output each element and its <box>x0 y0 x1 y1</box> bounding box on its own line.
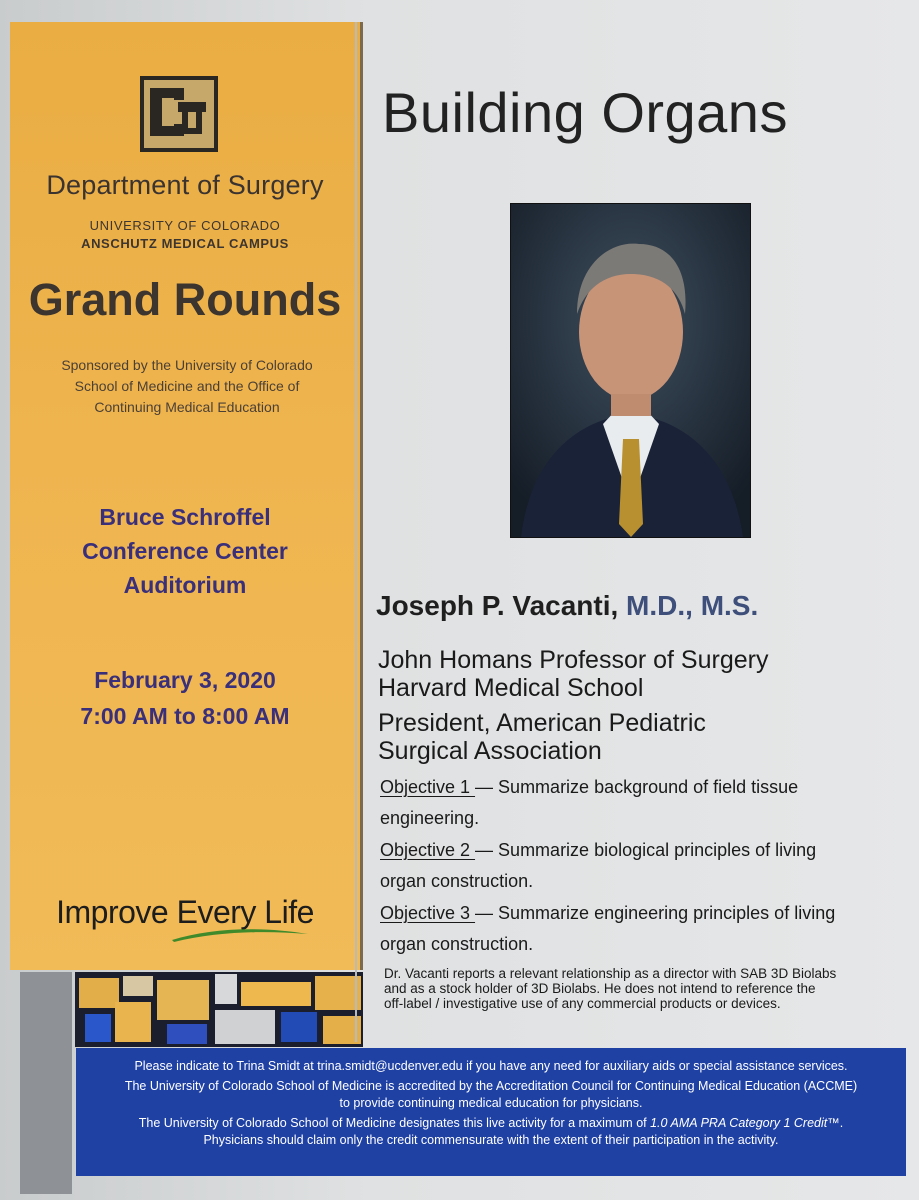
decorative-bar <box>20 972 72 1194</box>
gold-sidebar <box>10 22 363 970</box>
talk-title: Building Organs <box>382 81 788 144</box>
objective-text: — Summarize biological principles of living <box>475 840 817 860</box>
sponsor-text <box>32 355 342 418</box>
university-name: UNIVERSITY OF COLORADO <box>89 218 281 233</box>
footer-contact: Please indicate to Trina Smidt at trina.smidt@ucdenver.edu if you have any need for auxiliary aids or special assistance services. <box>134 1059 848 1073</box>
footer-accreditation <box>76 1078 906 1112</box>
accreditation-footer <box>76 1048 906 1176</box>
venue <box>10 500 360 602</box>
objective-text: — Summarize background of field tissue <box>475 777 799 797</box>
objective-3 <box>380 898 900 960</box>
objective-text: — Summarize engineering principles of living <box>475 903 836 923</box>
position-line: Harvard Medical School <box>378 674 644 702</box>
objective-text-cont: engineering. <box>380 808 480 828</box>
disclosure-line: off-label / investigative use of any commercial products or devices. <box>384 996 781 1011</box>
disclosure-line: Dr. Vacanti reports a relevant relationship as a director with SAB 3D Biolabs <box>384 966 837 981</box>
sponsor-line: Sponsored by the University of Colorado <box>61 357 313 373</box>
tagline-part: Every <box>176 894 256 930</box>
footer-text: The University of Colorado School of Medicine is accredited by the Accreditation Council for Continuing Medical Education (ACCME) <box>124 1079 858 1093</box>
footer-text: The University of Colorado School of Medicine designates this live activity for a maximum of <box>138 1116 651 1130</box>
tagline-part: Life <box>255 894 314 930</box>
footer-credit <box>76 1115 906 1149</box>
speaker-name-text: Joseph P. Vacanti, <box>376 590 619 621</box>
speaker-position-1 <box>378 646 898 702</box>
position-line: John Homans Professor of Surgery <box>378 646 769 674</box>
footer-text: . <box>839 1116 844 1130</box>
event-datetime <box>10 662 360 734</box>
disclosure-line: and as a stock holder of 3D Biolabs. He does not intend to reference the <box>384 981 816 996</box>
event-type-heading: Grand Rounds <box>28 274 342 325</box>
speaker-position-2 <box>378 709 898 765</box>
objective-label: Objective 1 <box>380 777 476 797</box>
footer-credit-emph: 1.0 AMA PRA Category 1 Credit™ <box>650 1116 840 1130</box>
sponsor-line: Continuing Medical Education <box>94 399 280 415</box>
cu-logo-icon <box>138 74 220 154</box>
department-name: Department of Surgery <box>46 170 324 200</box>
event-date: February 3, 2020 <box>94 667 276 693</box>
decorative-mosaic <box>75 972 363 1047</box>
campus-name: ANSCHUTZ MEDICAL CAMPUS <box>81 236 289 251</box>
objective-2 <box>380 835 900 897</box>
objective-1 <box>380 772 900 834</box>
tagline-part: Improve <box>56 894 177 930</box>
speaker-photo <box>510 203 751 538</box>
sponsor-line: School of Medicine and the Office of <box>74 378 300 394</box>
footer-text: to provide continuing medical education for physicians. <box>339 1096 643 1110</box>
footer-text: Physicians should claim only the credit commensurate with the extent of their participation in the activity. <box>203 1133 779 1147</box>
event-time: 7:00 AM to 8:00 AM <box>80 703 290 729</box>
swoosh-icon <box>170 922 310 944</box>
position-line: Surgical Association <box>378 737 602 765</box>
objective-label: Objective 3 <box>380 903 476 923</box>
disclosure <box>384 966 884 1011</box>
objective-text-cont: organ construction. <box>380 871 534 891</box>
venue-line: Bruce Schroffel <box>99 504 271 530</box>
venue-line: Auditorium <box>123 572 247 598</box>
speaker-name <box>376 590 896 622</box>
objective-text-cont: organ construction. <box>380 934 534 954</box>
position-line: President, American Pediatric <box>378 709 706 737</box>
venue-line: Conference Center <box>82 538 288 564</box>
speaker-credentials: M.D., M.S. <box>618 590 759 621</box>
objective-label: Objective 2 <box>380 840 476 860</box>
